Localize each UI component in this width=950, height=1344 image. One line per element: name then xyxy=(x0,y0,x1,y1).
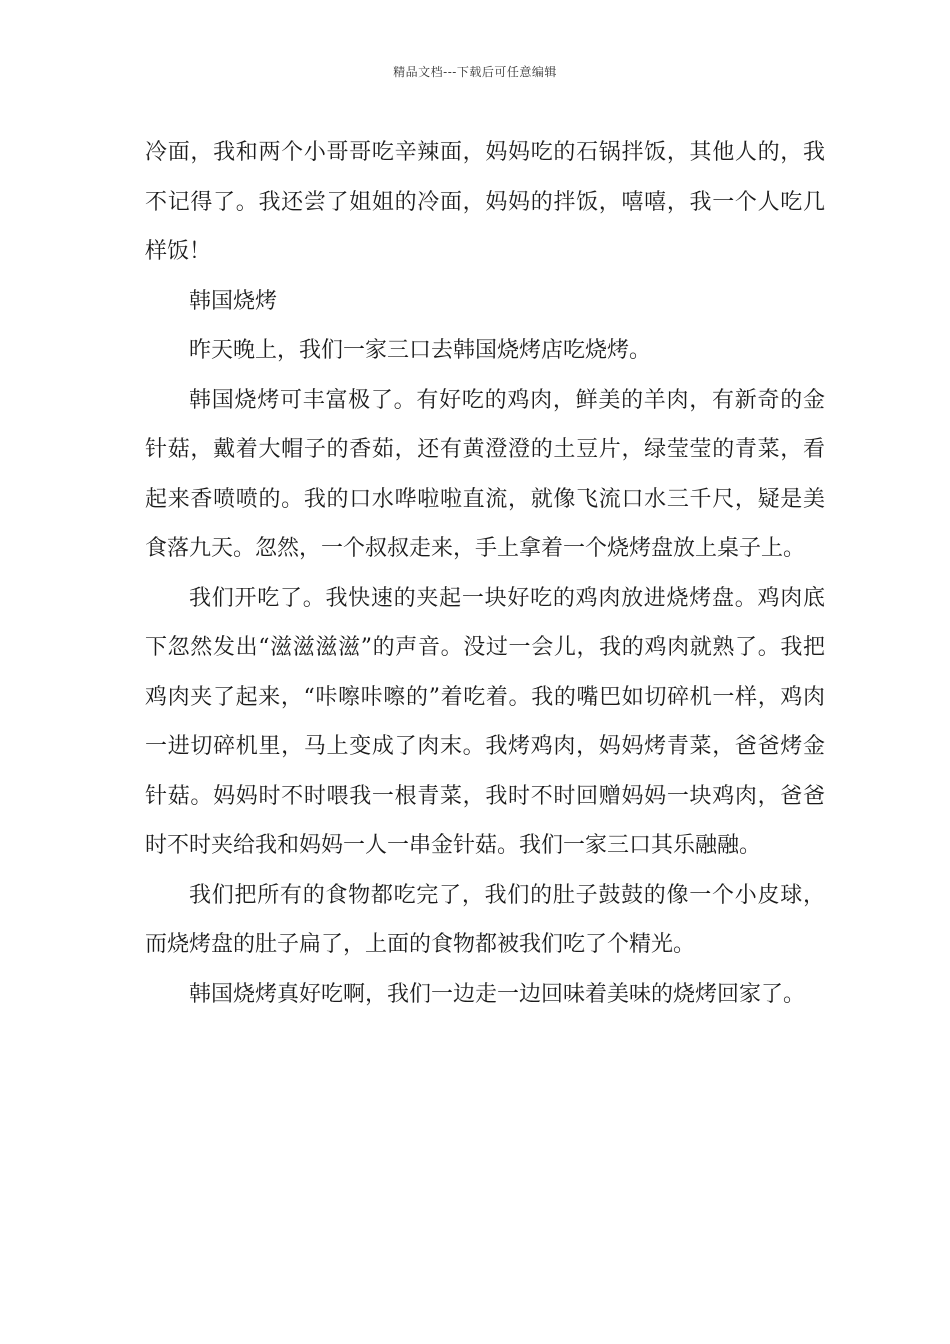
paragraph: 昨天晚上，我们一家三口去韩国烧烤店吃烧烤。 xyxy=(189,338,652,363)
paragraph-continuation: 冷面，我和两个小哥哥吃辛辣面，妈妈吃的石锅拌饭，其他人的，我不记得了。我还尝了姐姐的冷面，妈妈的拌饭，嘻嘻，我一个人吃几样饭！ xyxy=(145,140,825,264)
document-body xyxy=(145,128,825,1019)
paragraph: 我们开吃了。我快速的夹起一块好吃的鸡肉放进烧烤盘。鸡肉底下忽然发出“滋滋滋滋”的声音。没过一会儿，我的鸡肉就熟了。我把鸡肉夹了起来，“咔嚓咔嚓的”着吃着。我的嘴巴如切碎机一样，鸡肉一进切碎机里，马上变成了肉末。我烤鸡肉，妈妈烤青菜，爸爸烤金针菇。妈妈时不时喂我一根青菜，我时不时回赠妈妈一块鸡肉，爸爸时不时夹给我和妈妈一人一串金针菇。我们一家三口其乐融融。 xyxy=(145,585,825,858)
page-header: 精品文档---下载后可任意编辑 xyxy=(393,65,557,79)
paragraph: 我们把所有的食物都吃完了，我们的肚子鼓鼓的像一个小皮球，而烧烤盘的肚子扁了，上面的食物都被我们吃了个精光。 xyxy=(145,882,825,957)
paragraph: 韩国烧烤真好吃啊，我们一边走一边回味着美味的烧烤回家了。 xyxy=(189,981,806,1007)
section-title: 韩国烧烤 xyxy=(189,288,278,314)
paragraph: 韩国烧烤可丰富极了。有好吃的鸡肉，鲜美的羊肉，有新奇的金针菇，戴着大帽子的香茹，还有黄澄澄的土豆片，绿莹莹的青菜，看起来香喷喷的。我的口水哗啦啦直流，就像飞流口水三千尺，疑是美食落九天。忽然，一个叔叔走来，手上拿着一个烧烤盘放上桌子上。 xyxy=(145,387,825,561)
